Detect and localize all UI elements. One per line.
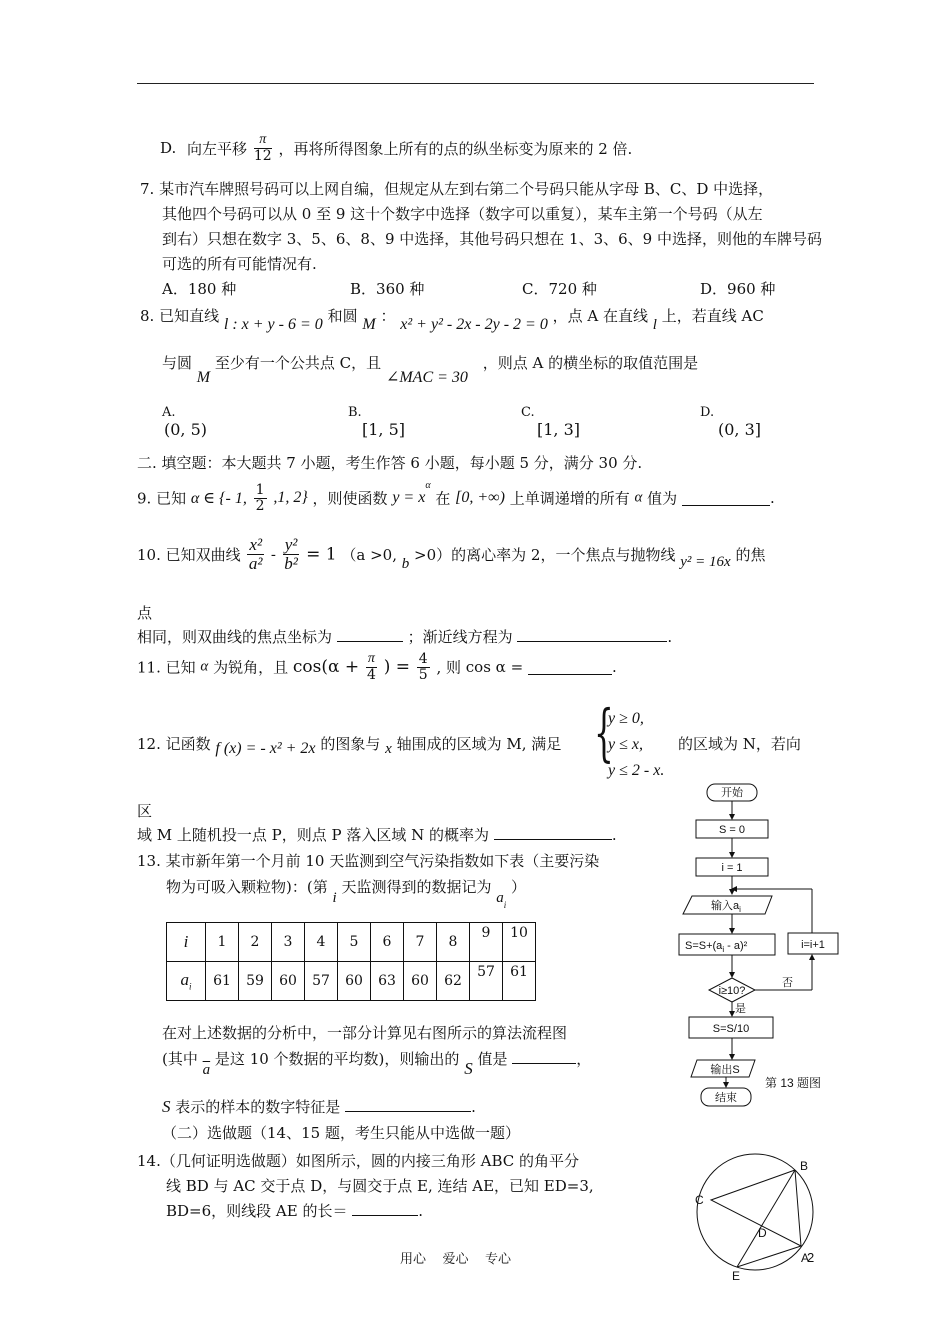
q14-line-1: 14.（几何证明选做题）如图所示，圆的内接三角形 ABC 的角平分 (137, 1152, 580, 1170)
q6-text-2: ，再将所得图象上所有的点的纵坐标变为原来的 2 倍. (278, 139, 633, 158)
table-header-ai: $a_i$ (167, 962, 206, 1001)
q13-para-3: S 表示的样本的数字特征是 . (162, 1097, 476, 1116)
flow-start-label: 开始 (721, 787, 743, 799)
q13-para-1: 在对上述数据的分析中，一部分计算见右图所示的算法流程图 (162, 1024, 568, 1042)
q8-line-2: 与圆 M 至少有一个公共点 C，且 ∠MAC = 30 ，则点 A 的横坐标的取值范围是 (162, 354, 699, 386)
q8-option-a: A. (0, 5) (162, 405, 208, 439)
table-cell: 63 (371, 962, 404, 1001)
flow-condition-label: i≥10? (718, 985, 746, 997)
q6-option-d (160, 133, 632, 173)
table-row (167, 923, 536, 962)
q14-line-3: BD=6，则线段 AE 的长＝ . (166, 1202, 424, 1220)
flow-no-label: 否 (782, 977, 793, 989)
table-cell: 6 (371, 923, 404, 962)
table-cell: 62 (437, 962, 470, 1001)
fraction-x2-a2: $\frac{\text{x²}}{\text{a²}}$ (248, 535, 263, 573)
table-row (167, 962, 536, 1001)
table-cell: 9 (470, 923, 503, 962)
table-cell: 61 (206, 962, 239, 1001)
table-cell: 5 (338, 923, 371, 962)
table-cell: 10 (503, 923, 536, 962)
q11: 11. 已知 α 为锐角，且 cos(α + $\frac{\pi}{4}$ ) = $\frac{4}{5}$ , 则 cos α = . (137, 651, 617, 683)
flow-s0-label: S = 0 (719, 824, 745, 836)
a-bar: $\overline{a}$ (202, 1062, 211, 1078)
q7-line-1: 7. 某市汽车牌照号码可以上网自编，但规定从左到右第二个号码只能从字母 B、C、D 中选择， (140, 180, 774, 198)
flow-update-label: $S=S+(a_i - a)^2$ (685, 940, 748, 954)
fraction-y2-b2: $\frac{\text{y²}}{\text{b²}}$ (284, 535, 298, 573)
optional-heading: （二）选做题（14、15 题，考生只能从中选做一题） (162, 1124, 520, 1142)
q12-line-1-end: 的区域为 N，若向 (678, 735, 801, 753)
table-cell: 61 (503, 962, 536, 1001)
q13-para-2: (其中 $\overline{a}$ 是这 10 个数据的平均数)，则输出的 S 值是 ， (162, 1050, 592, 1078)
system-brace: { (594, 696, 614, 769)
q7-option-b: B．360 种 (350, 280, 425, 298)
q14-line-2: 线 BD 与 AC 交于点 D，与圆交于点 E, 连结 AE，已知 ED=3, (166, 1177, 594, 1195)
table-cell: 7 (404, 923, 437, 962)
q12-line-1: 12. 记函数 f (x) = - x² + 2x 的图象与 x 轴围成的区域为 M, 满足 (137, 735, 562, 757)
fraction-one-half: $\frac{1}{2}$ (255, 481, 265, 514)
flow-increment-label: i=i+1 (801, 939, 825, 951)
point-e-label: E (732, 1269, 741, 1280)
point-a-label: A (801, 1251, 810, 1265)
q7-line-3: 到右）只想在数字 3、5、6、8、9 中选择，其他号码只想在 1、3、6、9 中选择，则他的车牌号码 (162, 230, 822, 248)
q7-option-d: D．960 种 (700, 280, 776, 298)
section-2-heading: 二. 填空题：本大题共 7 小题，考生作答 6 小题，每小题 5 分，满分 30 分. (137, 454, 643, 472)
option-label: D. (160, 139, 177, 158)
pollution-table (166, 922, 536, 1001)
circle-equation: x² + y² - 2x - 2y - 2 = 0 (400, 316, 548, 333)
q8-option-d: D. (0, 3] (700, 405, 762, 439)
table-cell: 60 (272, 962, 305, 1001)
table-cell: 57 (470, 962, 503, 1001)
q6-text: 向左平移 (187, 139, 248, 158)
angle-expr: ∠MAC = 30 (385, 369, 468, 386)
circle-name: M (362, 316, 376, 333)
fraction-pi-12: $\frac{\pi}{12}$ (253, 132, 272, 164)
q9: 9. 已知 α ∈ {- 1, $\frac{1}{2}$ ,1, 2} ，则使函数 $y = x^\alpha$ 在 [0, +∞) 上单调递增的所有 α 值为 . (137, 480, 775, 514)
flow-yes-label: 是 (735, 1003, 746, 1015)
point-c-label: C (695, 1193, 704, 1207)
q7-option-a: A．180 种 (162, 280, 237, 298)
fraction-pi-4: $\frac{\pi}{4}$ (366, 651, 376, 683)
q13-s-value-blank[interactable] (512, 1049, 576, 1064)
fraction-4-5: $\frac{4}{5}$ (418, 651, 428, 683)
flow-i1-label: i = 1 (721, 862, 743, 874)
flowchart-caption: 第 13 题图 (765, 1076, 822, 1090)
table-cell: 4 (305, 923, 338, 962)
q7-line-4: 可选的所有可能情况有. (162, 255, 317, 273)
q12-line-3: 域 M 上随机投一点 P，则点 P 落入区域 N 的概率为 . (137, 826, 617, 844)
q8-option-c: C. [1, 3] (521, 405, 581, 439)
q8-line-1: 8. 已知直线 l : x + y - 6 = 0 和圆 M ： x² + y² - 2x - 2y - 2 = 0 ，点 A 在直线 l 上，若直线 AC (140, 307, 764, 333)
page-number: 2 (807, 1250, 815, 1265)
footer-slogan: 用心 爱心 专心 (400, 1252, 512, 1267)
flow-output-label: 输出S (710, 1064, 740, 1076)
q10-line-1: 10. 已知双曲线 $\frac{\text{x²}}{\text{a²}}$ - $\frac{\text{y²}}{\text{b²}}$ = 1 （a >0, b >0）的离心率为 2，一个焦点与抛物线 y² = 16x 的焦 (137, 535, 766, 573)
header-rule (137, 83, 814, 84)
q14-answer-blank[interactable] (352, 1201, 418, 1216)
table-cell: 8 (437, 923, 470, 962)
q12-answer-blank[interactable] (494, 825, 612, 840)
q7-option-c: C．720 种 (522, 280, 597, 298)
table-cell: 2 (239, 923, 272, 962)
q7-line-2: 其他四个号码可以从 0 至 9 这十个数字中选择（数字可以重复），某车主第一个号码（从左 (162, 205, 763, 223)
flow-end-label: 结束 (715, 1092, 737, 1104)
q11-answer-blank[interactable] (528, 660, 612, 675)
q10-focus-blank[interactable] (337, 627, 403, 642)
q10-asymptote-blank[interactable] (517, 627, 667, 642)
segment-ae (737, 1246, 801, 1267)
table-header-i: i (167, 923, 206, 962)
table-cell: 60 (338, 962, 371, 1001)
q12-line-2: 区 (137, 802, 153, 820)
table-cell: 60 (404, 962, 437, 1001)
line-equation: l : x + y - 6 = 0 (223, 316, 323, 333)
table-cell: 1 (206, 923, 239, 962)
segment-be (737, 1170, 795, 1267)
table-cell: 3 (272, 923, 305, 962)
q9-answer-blank[interactable] (682, 491, 770, 506)
q13-feature-blank[interactable] (345, 1097, 471, 1112)
q8-option-b: B. [1, 5] (348, 405, 406, 439)
q10-line-2: 点 (137, 604, 153, 622)
point-d-label: D (758, 1226, 767, 1240)
point-b-label: B (800, 1159, 809, 1173)
flow-input-label: 输入$a_i$ (711, 900, 741, 914)
q13-line-1: 13. 某市新年第一个月前 10 天监测到空气污染指数如下表（主要污染 (137, 852, 600, 870)
q13-line-2: 物为可吸入颗粒物)：(第 i 天监测得到的数据记为 $a_i$ ） (166, 878, 527, 910)
algorithm-flowchart (675, 780, 855, 1110)
table-cell: 59 (239, 962, 272, 1001)
table-cell: 57 (305, 962, 338, 1001)
flow-divide-label: S=S/10 (712, 1023, 750, 1035)
q12-system: y ≥ 0, y ≤ x, y ≤ 2 - x. (608, 710, 665, 779)
q10-line-3: 相同，则双曲线的焦点坐标为 ；渐近线方程为 . (137, 628, 673, 646)
